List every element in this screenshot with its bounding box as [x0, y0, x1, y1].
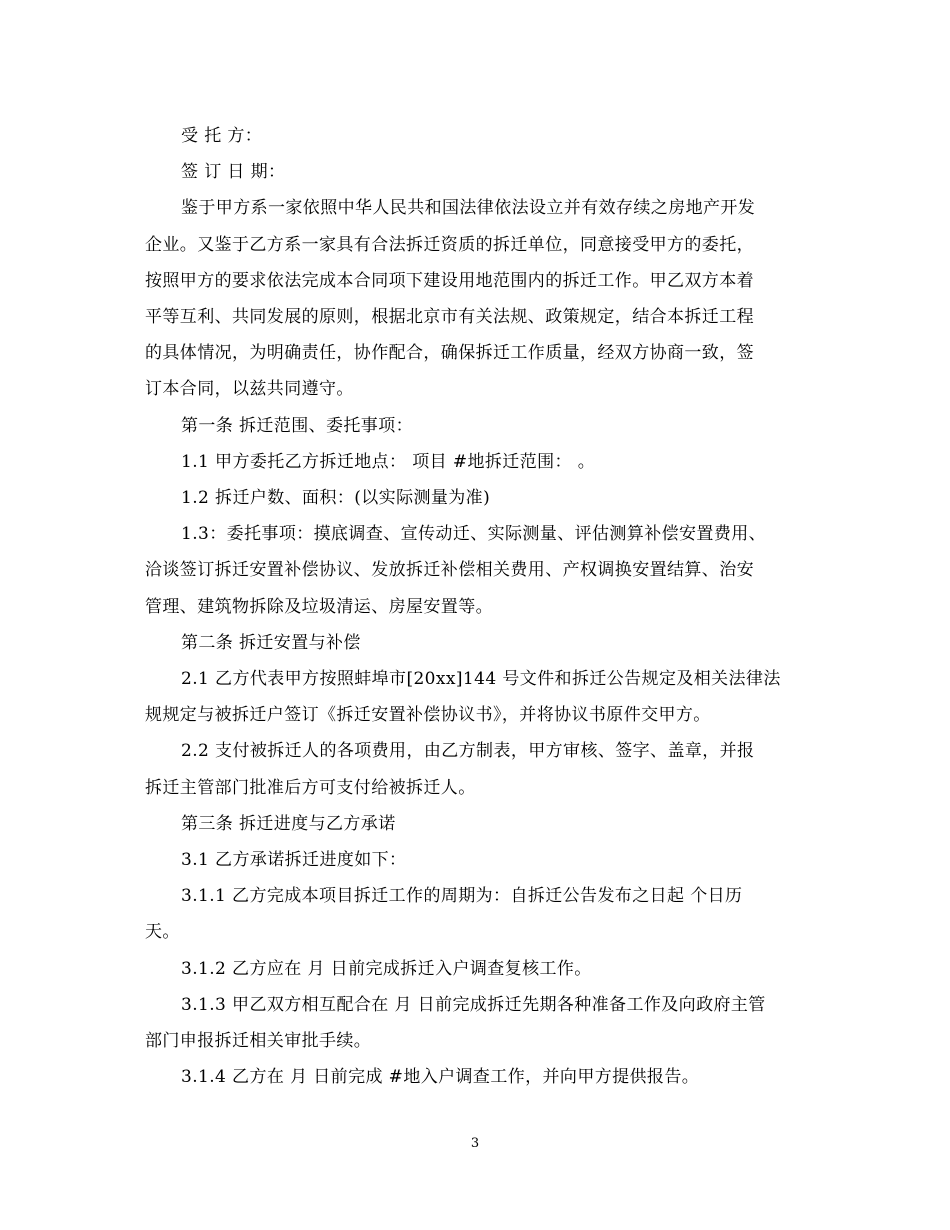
text-line: 天。 [145, 922, 180, 943]
paragraph-clause-3-1-2 [145, 951, 805, 987]
paragraph-article-1-heading [145, 408, 805, 444]
paragraph-clause-3-1-3 [145, 987, 805, 1059]
text-line: 2.1 乙方代表甲方按照蚌埠市[20xx]144 号文件和拆迁公告规定及相关法律法 [181, 669, 781, 690]
text-line: 第二条 拆迁安置与补偿 [181, 632, 361, 653]
text-line: 鉴于甲方系一家依照中华人民共和国法律依法设立并有效存续之房地产开发 [181, 198, 756, 219]
text-line: 企业。又鉴于乙方系一家具有合法拆迁资质的拆迁单位，同意接受甲方的委托， [145, 234, 754, 255]
text-line: 的具体情况，为明确责任，协作配合，确保拆迁工作质量，经双方协商一致，签 [145, 343, 754, 364]
paragraph-clause-3-1 [145, 842, 805, 878]
document-body [145, 118, 805, 1095]
paragraph-clause-2-2 [145, 733, 805, 805]
text-line: 3.1.3 甲乙双方相互配合在 月 日前完成拆迁先期各种准备工作及向政府主管 [181, 994, 766, 1015]
text-line: 3.1.1 乙方完成本项目拆迁工作的周期为：自拆迁公告发布之日起 个日历 [181, 886, 743, 907]
text-line: 1.2 拆迁户数、面积：(以实际测量为准) [181, 488, 491, 509]
text-line: 规规定与被拆迁户签订《拆迁安置补偿协议书》，并将协议书原件交甲方。 [145, 705, 711, 726]
text-line: 订本合同，以兹共同遵守。 [145, 379, 354, 400]
text-line: 按照甲方的要求依法完成本合同项下建设用地范围内的拆迁工作。甲乙双方本着 [145, 270, 754, 291]
paragraph-clause-3-1-1 [145, 878, 805, 950]
text-line: 1.3：委托事项：摸底调查、宣传动迁、实际测量、评估测算补偿安置费用、 [181, 524, 767, 545]
text-line: 平等互利、共同发展的原则，根据北京市有关法规、政策规定，结合本拆迁工程 [145, 307, 754, 328]
paragraph-article-3-heading [145, 806, 805, 842]
paragraph-clause-1-1 [145, 444, 805, 480]
text-line: 拆迁主管部门批准后方可支付给被拆迁人。 [145, 777, 476, 798]
text-line: 第三条 拆迁进度与乙方承诺 [181, 813, 396, 834]
text-line: 3.1.2 乙方应在 月 日前完成拆迁入户调查复核工作。 [181, 958, 592, 979]
text-line: 第一条 拆迁范围、委托事项： [181, 415, 414, 436]
text-line: 洽谈签订拆迁安置补偿协议、发放拆迁补偿相关费用、产权调换安置结算、治安 [145, 560, 754, 581]
paragraph-clause-2-1 [145, 661, 805, 733]
paragraph-clause-3-1-4 [145, 1059, 805, 1095]
text-line: 管理、建筑物拆除及垃圾清运、房屋安置等。 [145, 596, 493, 617]
text-line: 签 订 日 期： [181, 162, 286, 183]
text-line: 3.1 乙方承诺拆迁进度如下： [181, 850, 407, 871]
text-line: 3.1.4 乙方在 月 日前完成 #地入户调查工作，并向甲方提供报告。 [181, 1067, 700, 1088]
paragraph-clause-1-2 [145, 480, 805, 516]
paragraph-article-2-heading [145, 625, 805, 661]
paragraph-signing-date [145, 154, 805, 190]
paragraph-entrusted-party [145, 118, 805, 154]
text-line: 1.1 甲方委托乙方拆迁地点： 项目 #地拆迁范围： 。 [181, 451, 596, 472]
text-line: 部门申报拆迁相关审批手续。 [145, 1031, 372, 1052]
text-line: 受 托 方： [181, 126, 263, 146]
paragraph-clause-1-3 [145, 516, 805, 625]
text-line: 2.2 支付被拆迁人的各项费用，由乙方制表，甲方审核、签字、盖章，并报 [181, 741, 755, 762]
page-number: 3 [470, 1136, 480, 1151]
paragraph-preamble [145, 190, 805, 407]
